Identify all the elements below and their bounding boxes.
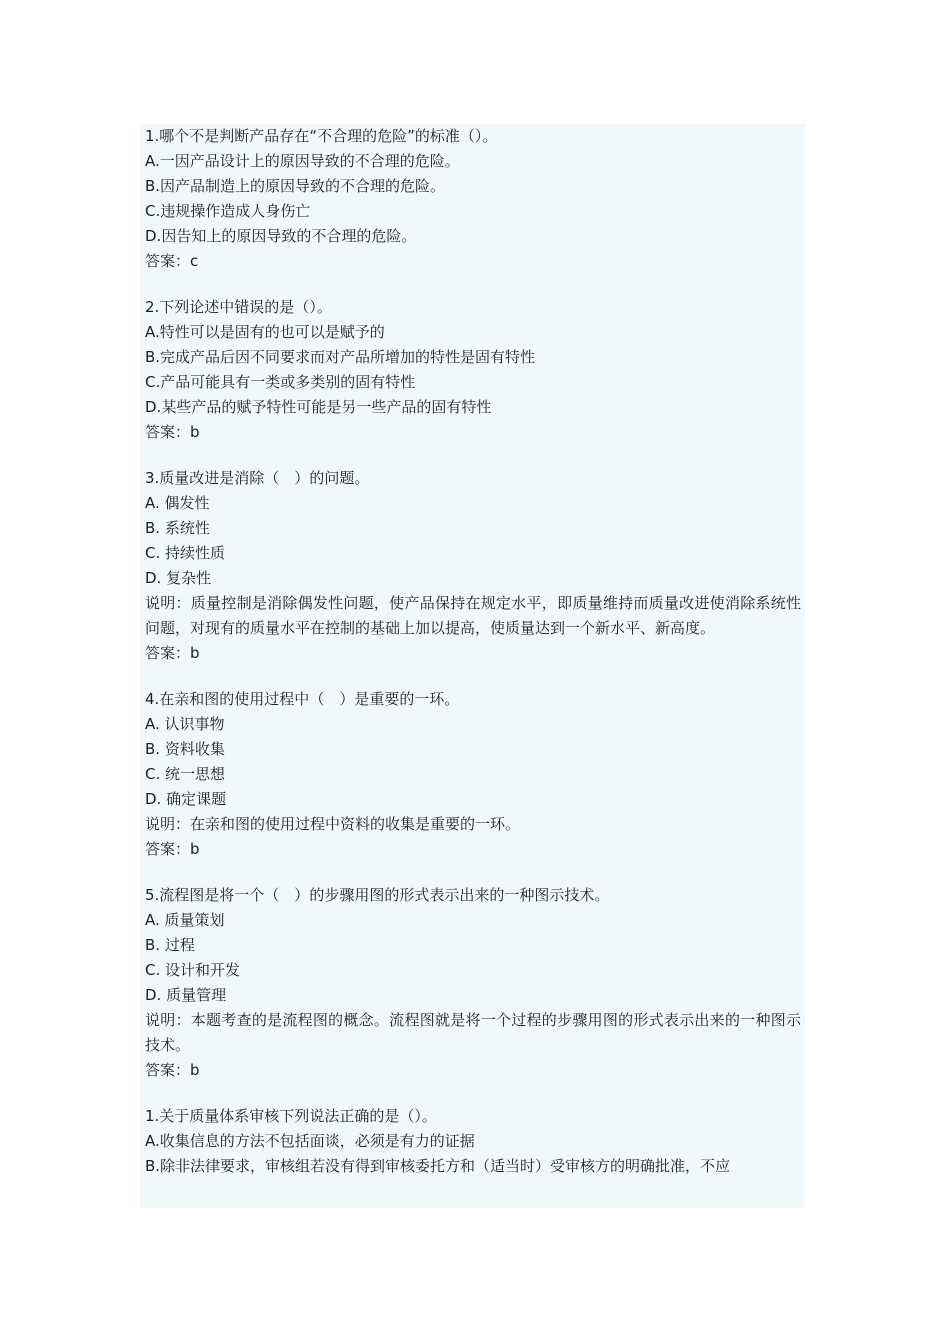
option-b: B. 过程 — [145, 936, 195, 954]
explanation: 说明：质量控制是消除偶发性问题，使产品保持在规定水平，即质量维持而质量改进使消除系统性问题，对现有的质量水平在控制的基础上加以提高，使质量达到一个新水平、新高度。 — [145, 594, 801, 637]
question-stem: 4.在亲和图的使用过程中（ ）是重要的一环。 — [145, 690, 460, 708]
option-a: A.收集信息的方法不包括面谈，必须是有力的证据 — [145, 1132, 475, 1150]
option-c: C. 统一思想 — [145, 765, 226, 783]
option-c: C.违规操作造成人身伤亡 — [145, 202, 311, 220]
option-a: A. 偶发性 — [145, 494, 210, 512]
explanation: 说明：在亲和图的使用过程中资料的收集是重要的一环。 — [145, 815, 521, 833]
option-a: A. 质量策划 — [145, 911, 225, 929]
option-d: D.某些产品的赋予特性可能是另一些产品的固有特性 — [145, 398, 492, 416]
option-c: C. 设计和开发 — [145, 961, 241, 979]
explanation: 说明：本题考查的是流程图的概念。流程图就是将一个过程的步骤用图的形式表示出来的一种图示技术。 — [145, 1011, 801, 1054]
option-b: B. 系统性 — [145, 519, 210, 537]
option-b: B.完成产品后因不同要求而对产品所增加的特性是固有特性 — [145, 348, 536, 366]
option-b: B.除非法律要求，审核组若没有得到审核委托方和（适当时）受审核方的明确批准，不应 — [145, 1157, 731, 1175]
question-block — [145, 295, 805, 445]
spacer — [145, 862, 805, 883]
question-stem: 1.哪个不是判断产品存在“不合理的危险”的标准（）。 — [145, 127, 498, 145]
question-block — [145, 124, 805, 274]
question-block — [145, 687, 805, 862]
option-d: D.因告知上的原因导致的不合理的危险。 — [145, 227, 417, 245]
answer: 答案：b — [145, 644, 200, 662]
question-block — [145, 1104, 805, 1179]
question-block — [145, 466, 805, 666]
option-c: C.产品可能具有一类或多类别的固有特性 — [145, 373, 416, 391]
answer: 答案：c — [145, 252, 199, 270]
option-b: B.因产品制造上的原因导致的不合理的危险。 — [145, 177, 446, 195]
option-d: D. 质量管理 — [145, 986, 227, 1004]
option-a: A.特性可以是固有的也可以是赋予的 — [145, 323, 385, 341]
question-content — [140, 124, 805, 1208]
spacer — [145, 1083, 805, 1104]
question-stem: 3.质量改进是消除（ ）的问题。 — [145, 469, 370, 487]
answer: 答案：b — [145, 1061, 200, 1079]
spacer — [145, 274, 805, 295]
question-block — [145, 883, 805, 1083]
option-a: A. 认识事物 — [145, 715, 225, 733]
answer: 答案：b — [145, 840, 200, 858]
option-d: D. 确定课题 — [145, 790, 227, 808]
answer: 答案：b — [145, 423, 200, 441]
spacer — [145, 666, 805, 687]
spacer — [145, 445, 805, 466]
option-c: C. 持续性质 — [145, 544, 226, 562]
question-stem: 2.下列论述中错误的是（）。 — [145, 298, 332, 316]
option-a: A.一因产品设计上的原因导致的不合理的危险。 — [145, 152, 460, 170]
option-d: D. 复杂性 — [145, 569, 212, 587]
question-stem: 1.关于质量体系审核下列说法正确的是（）。 — [145, 1107, 437, 1125]
option-b: B. 资料收集 — [145, 740, 225, 758]
question-stem: 5.流程图是将一个（ ）的步骤用图的形式表示出来的一种图示技术。 — [145, 886, 610, 904]
